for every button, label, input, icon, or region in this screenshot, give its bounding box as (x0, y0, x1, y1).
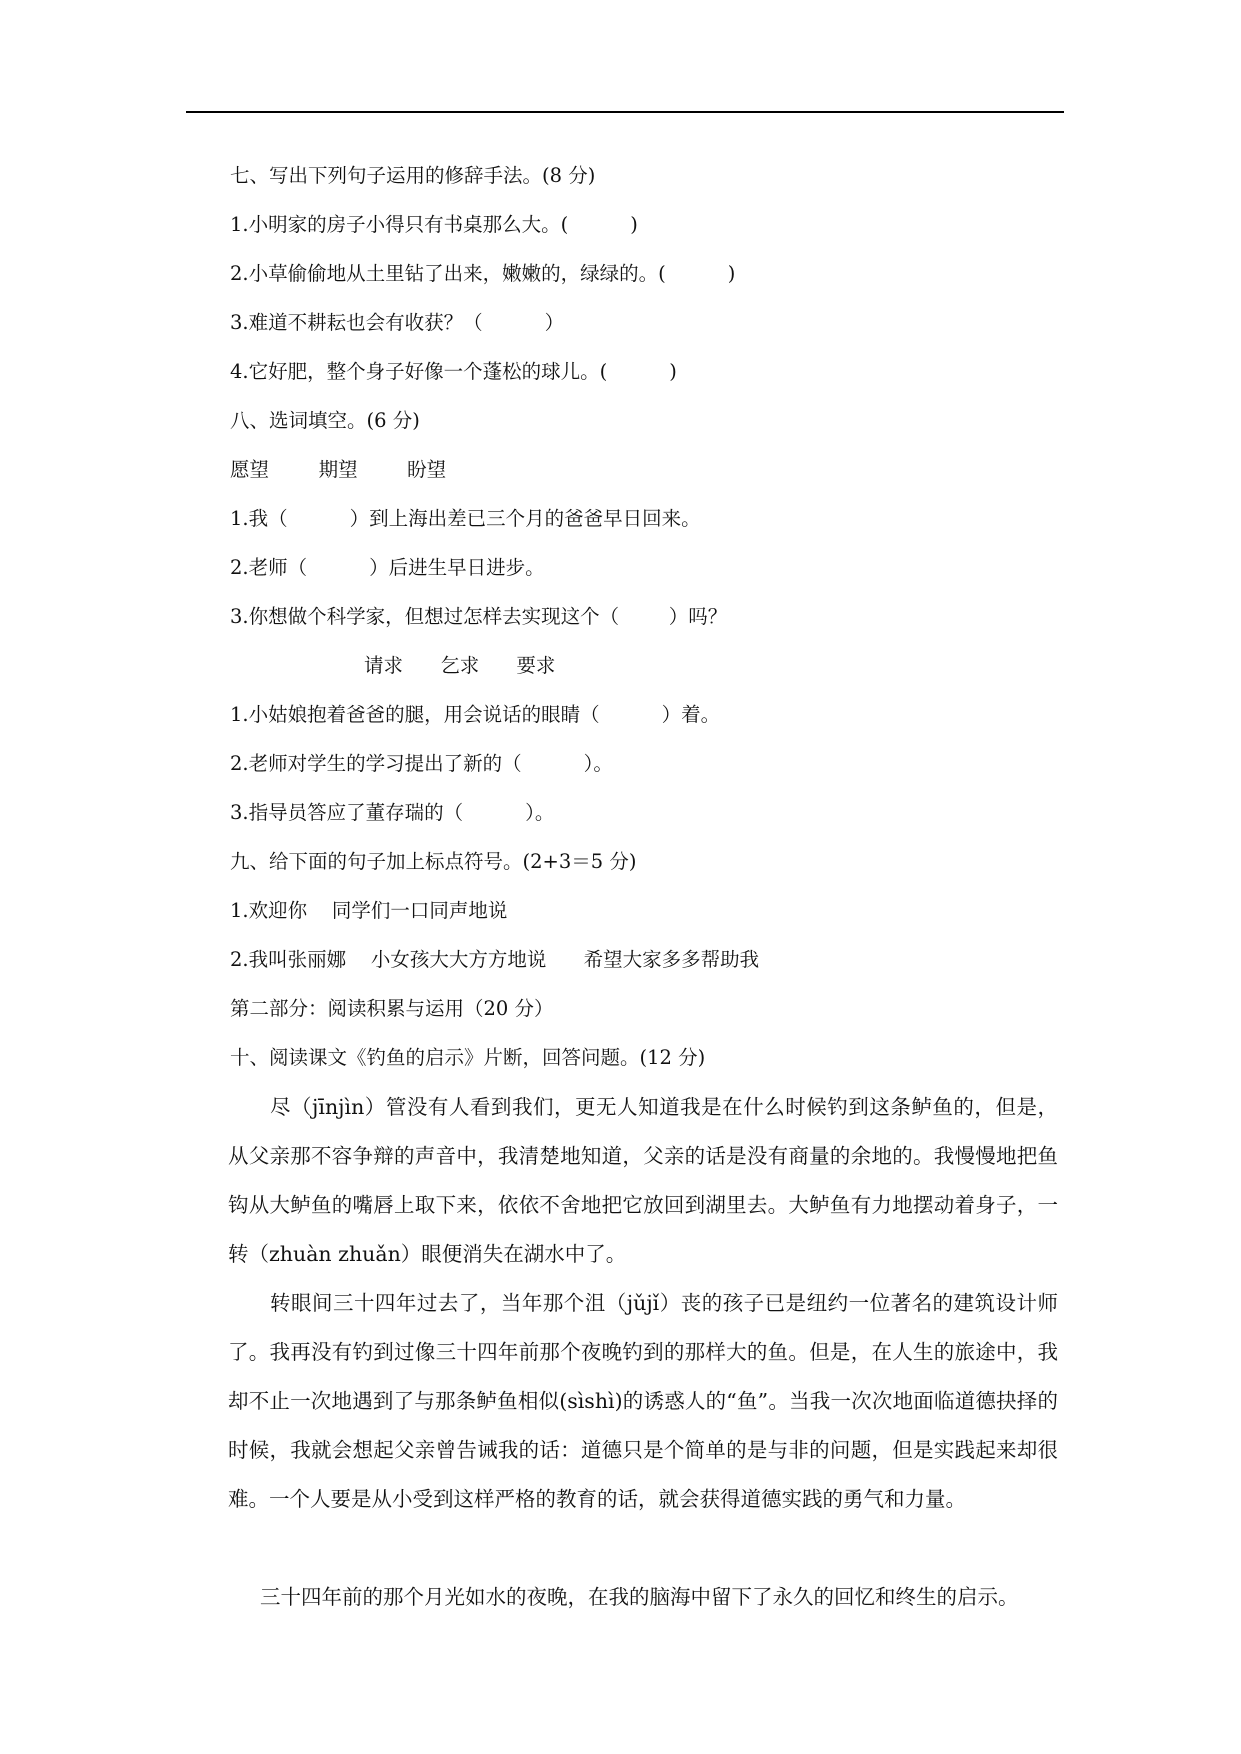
q8-title: 八、选词填空。(6 分) (230, 409, 420, 432)
q9-title: 九、给下面的句子加上标点符号。(2+3＝5 分) (230, 850, 637, 873)
q7-item-4: 4.它好肥，整个身子好像一个蓬松的球儿。( ) (230, 360, 677, 383)
q7-title: 七、写出下列句子运用的修辞手法。(8 分) (230, 164, 596, 187)
q8-word-bank-1: 愿望 期望 盼望 (230, 458, 447, 481)
q8-item-3: 3.你想做个科学家，但想过怎样去实现这个（ ）吗？ (230, 605, 728, 628)
q8-item-5: 2.老师对学生的学习提出了新的（ ）。 (230, 752, 613, 775)
passage-paragraph-1: 尽（jīnjìn）管没有人看到我们，更无人知道我是在什么时候钓到这条鲈鱼的，但是，从父亲那不容争辩的声音中，我清楚地知道，父亲的话是没有商量的余地的。我慢慢地把鱼钩从大鲈鱼的嘴唇上取下来，依依不舍地把它放回到湖里去。大鲈鱼有力地摆动着身子，一转（zhuàn zhuǎn）眼便消失在湖水中了。 (228, 1095, 1058, 1266)
q8-item-4: 1.小姑娘抱着爸爸的腿，用会说话的眼睛（ ）着。 (230, 703, 721, 726)
q8-word-bank-2: 请求 乞求 要求 (364, 654, 556, 677)
passage-paragraph-2: 转眼间三十四年过去了，当年那个沮（jǔjǐ）丧的孩子已是纽约一位著名的建筑设计师了。我再没有钓到过像三十四年前那个夜晚钓到的那样大的鱼。但是，在人生的旅途中，我却不止一次地遇到了与那条鲈鱼相似(sìshì)的诱惑人的“鱼”。当我一次次地面临道德抉择的时候，我就会想起父亲曾告诫我的话：道德只是个简单的是与非的问题，但是实践起来却很难。一个人要是从小受到这样严格的教育的话，就会获得道德实践的勇气和力量。 (228, 1291, 1058, 1511)
q8-item-6: 3.指导员答应了董存瑞的（ ）。 (230, 801, 555, 824)
q9-item-2: 2.我叫张丽娜 小女孩大大方方地说 希望大家多多帮助我 (230, 948, 760, 971)
q8-item-1: 1.我（ ）到上海出差已三个月的爸爸早日回来。 (230, 507, 701, 530)
q7-item-1: 1.小明家的房子小得只有书桌那么大。( ) (230, 213, 638, 236)
q10-title: 十、阅读课文《钓鱼的启示》片断，回答问题。(12 分) (230, 1046, 706, 1069)
part2-title: 第二部分：阅读积累与运用（20 分） (230, 997, 554, 1020)
q9-item-1: 1.欢迎你 同学们一口同声地说 (230, 899, 508, 922)
header-rule (186, 111, 1064, 113)
q7-item-2: 2.小草偷偷地从土里钻了出来，嫩嫩的，绿绿的。( ) (230, 262, 736, 285)
q8-item-2: 2.老师（ ）后进生早日进步。 (230, 556, 545, 579)
q7-item-3: 3.难道不耕耘也会有收获？（ ） (230, 311, 565, 334)
passage-paragraph-3: 三十四年前的那个月光如水的夜晚，在我的脑海中留下了永久的回忆和终生的启示。 (260, 1585, 1019, 1609)
